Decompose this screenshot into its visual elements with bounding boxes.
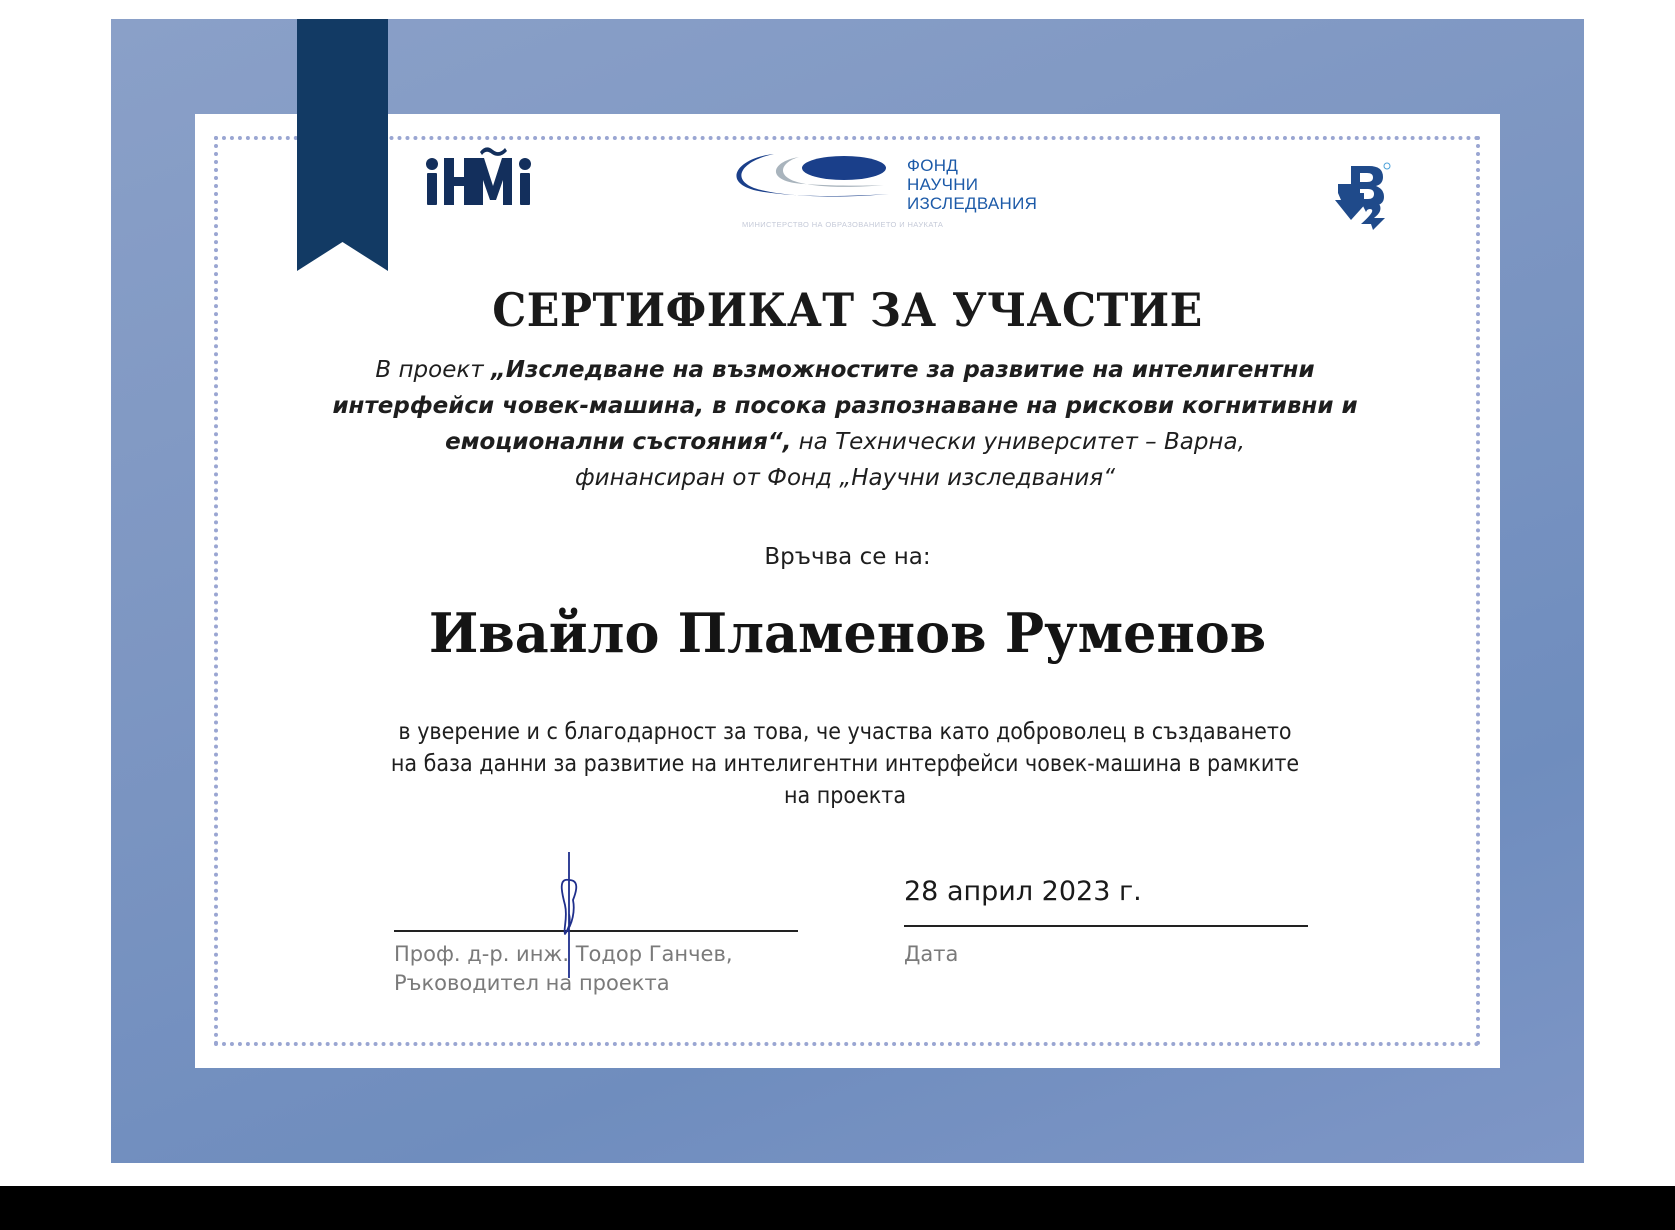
fni-logo-subtitle: МИНИСТЕРСТВО НА ОБРАЗОВАНИЕТО И НАУКАТА: [742, 220, 944, 229]
reason-line: на проекта: [783, 783, 907, 809]
fni-line-2: НАУЧНИ: [907, 175, 979, 194]
funding-source: финансиран от Фонд „Научни изследвания“: [574, 465, 1116, 491]
date-block: [904, 870, 1308, 990]
date-caption: Дата: [904, 942, 959, 966]
fni-line-1: ФОНД: [907, 156, 959, 175]
signatory-name: Проф. д-р. инж. Тодор Ганчев,: [394, 942, 733, 966]
tu-varna-logo-icon: [1335, 160, 1395, 232]
fni-swoosh-icon: [724, 148, 904, 208]
certificate-title: СЕРТИФИКАТ ЗА УЧАСТИЕ: [492, 283, 1203, 337]
issue-date: 28 април 2023 г.: [904, 876, 1142, 907]
fni-line-3: ИЗСЛЕДВАНИЯ: [907, 194, 1038, 213]
ihmi-logo: [424, 142, 534, 208]
recipient-name: Ивайло Пламенов Руменов: [428, 601, 1267, 665]
signatory-role: Ръководител на проекта: [394, 971, 670, 995]
signature-block: [394, 850, 798, 1000]
handwritten-signature-icon: [549, 850, 589, 980]
fni-logo: [724, 148, 1044, 238]
reason-line: на база данни за развитие на интелигентни интерфейси човек-машина в рамките: [390, 751, 1300, 777]
signature-line: [394, 930, 798, 932]
ihmi-logo-icon: [424, 142, 534, 208]
project-title: „Изследване на възможностите за развитие на интелигентни интерфейси човек-машина, в посока разпознаване на рискови когнитивни и емоционални състояния“,: [332, 357, 1358, 455]
reason-line: в уверение и с благодарност за това, че участва като доброволец в създаването: [398, 719, 1292, 745]
tu-varna-logo: [1335, 160, 1395, 232]
intro-prefix: В проект: [375, 357, 491, 383]
reason-text: [300, 716, 1390, 812]
project-description: [300, 352, 1390, 496]
scan-bottom-bar: [0, 1186, 1675, 1230]
date-line: [904, 925, 1308, 927]
ribbon-bookmark-icon: [297, 19, 388, 271]
awarded-to-label: Връчва се на:: [764, 544, 931, 570]
fni-logo-text: [907, 156, 1037, 213]
institution: на Технически университет – Варна,: [791, 429, 1245, 455]
